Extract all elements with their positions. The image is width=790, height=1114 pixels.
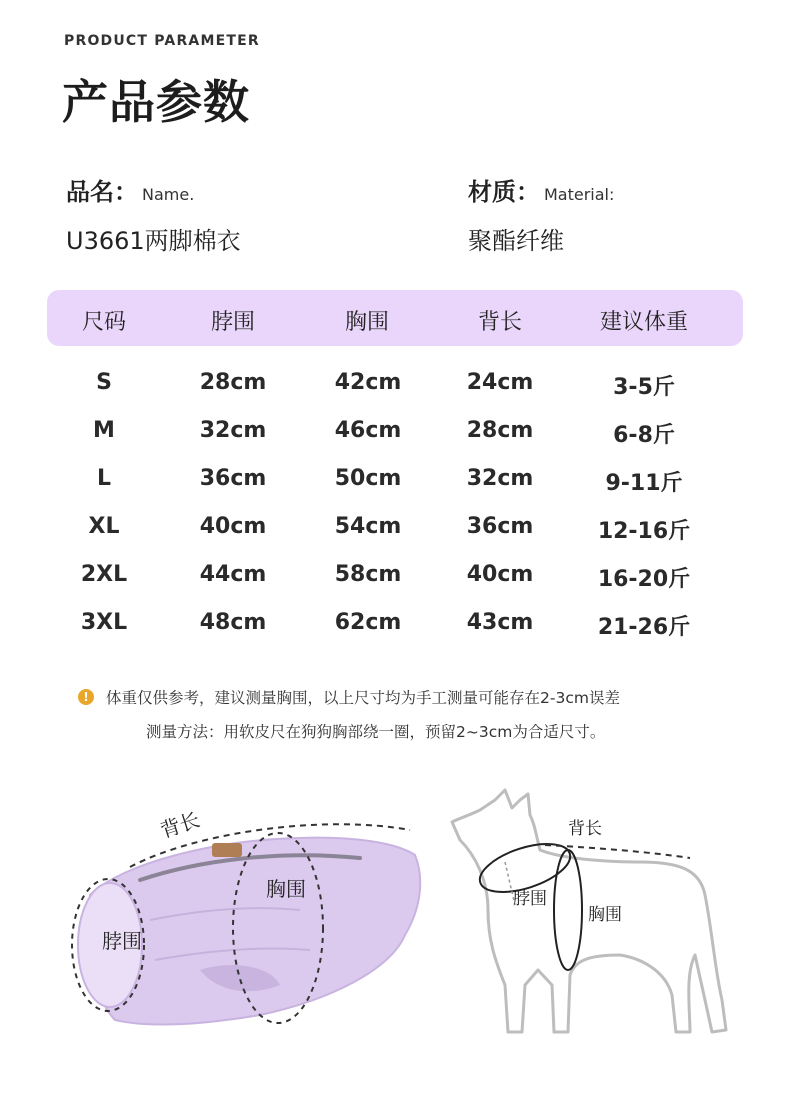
note-line-2: 测量方法：用软皮尺在狗狗胸部绕一圈，预留2~3cm为合适尺寸。 [146,723,606,741]
cell-neck: 28cm [199,370,267,395]
cell-weight: 6-8斤 [613,423,675,448]
cell-back: 24cm [466,370,534,395]
table-row [0,370,790,418]
cell-neck: 36cm [199,466,267,491]
cell-size: XL [88,514,120,539]
coat-chest-label: 胸围 [266,877,306,901]
material-block [468,172,614,256]
cell-size: 3XL [80,610,128,635]
coat-logo-patch [212,843,242,857]
header-weight: 建议体重 [599,310,689,335]
subtitle-en: PRODUCT PARAMETER [64,33,260,49]
table-row [0,562,790,610]
coat-illustration [72,807,420,1024]
table-row [0,610,790,658]
product-name-block [66,172,241,256]
cell-back: 36cm [466,514,534,539]
cell-chest: 42cm [334,370,402,395]
dog-back-label: 背长 [568,819,602,839]
cell-chest: 54cm [334,514,402,539]
cell-weight: 16-20斤 [597,567,691,592]
cell-weight: 9-11斤 [605,471,683,496]
material-sub-label: Material: [544,185,615,204]
note-text-1: 体重仅供参考，建议测量胸围，以上尺寸均为手工测量可能存在2-3cm误差 [106,689,620,707]
page-title: 产品参数 [62,75,250,129]
coat-back-label: 背长 [157,807,203,843]
cell-neck: 32cm [199,418,267,443]
dog-illustration [452,790,726,1032]
size-table-header [47,290,743,346]
cell-weight: 12-16斤 [597,519,691,544]
header-neck: 脖围 [210,310,256,335]
dog-chest-label: 胸围 [588,905,622,925]
cell-neck: 40cm [199,514,267,539]
name-sub-label: Name. [142,185,195,204]
cell-neck: 48cm [199,610,267,635]
name-label: 品名： [66,178,138,206]
cell-back: 43cm [466,610,534,635]
header-chest: 胸围 [344,310,390,335]
cell-chest: 46cm [334,418,402,443]
material-value: 聚酯纤维 [468,227,564,255]
header-back: 背长 [477,310,523,335]
dog-neck-label: 脖围 [513,889,547,909]
cell-back: 28cm [466,418,534,443]
cell-weight: 21-26斤 [597,615,691,640]
cell-back: 32cm [466,466,534,491]
cell-size: S [96,370,112,395]
cell-chest: 58cm [334,562,402,587]
cell-size: M [93,418,115,443]
dog-chest-ring [554,850,582,970]
cell-size: 2XL [80,562,128,587]
cell-back: 40cm [466,562,534,587]
coat-neck-label: 脖围 [102,929,142,953]
name-value: U3661两脚棉衣 [66,227,241,255]
header-size: 尺码 [81,310,127,335]
warning-icon: ! [78,689,94,705]
measurement-illustration [0,770,790,1080]
cell-chest: 62cm [334,610,402,635]
table-row [0,418,790,466]
cell-size: L [96,466,112,491]
cell-neck: 44cm [199,562,267,587]
note-line-1 [78,686,620,708]
table-row [0,514,790,562]
material-label: 材质： [468,178,540,206]
cell-chest: 50cm [334,466,402,491]
table-row [0,466,790,514]
cell-weight: 3-5斤 [613,375,675,400]
